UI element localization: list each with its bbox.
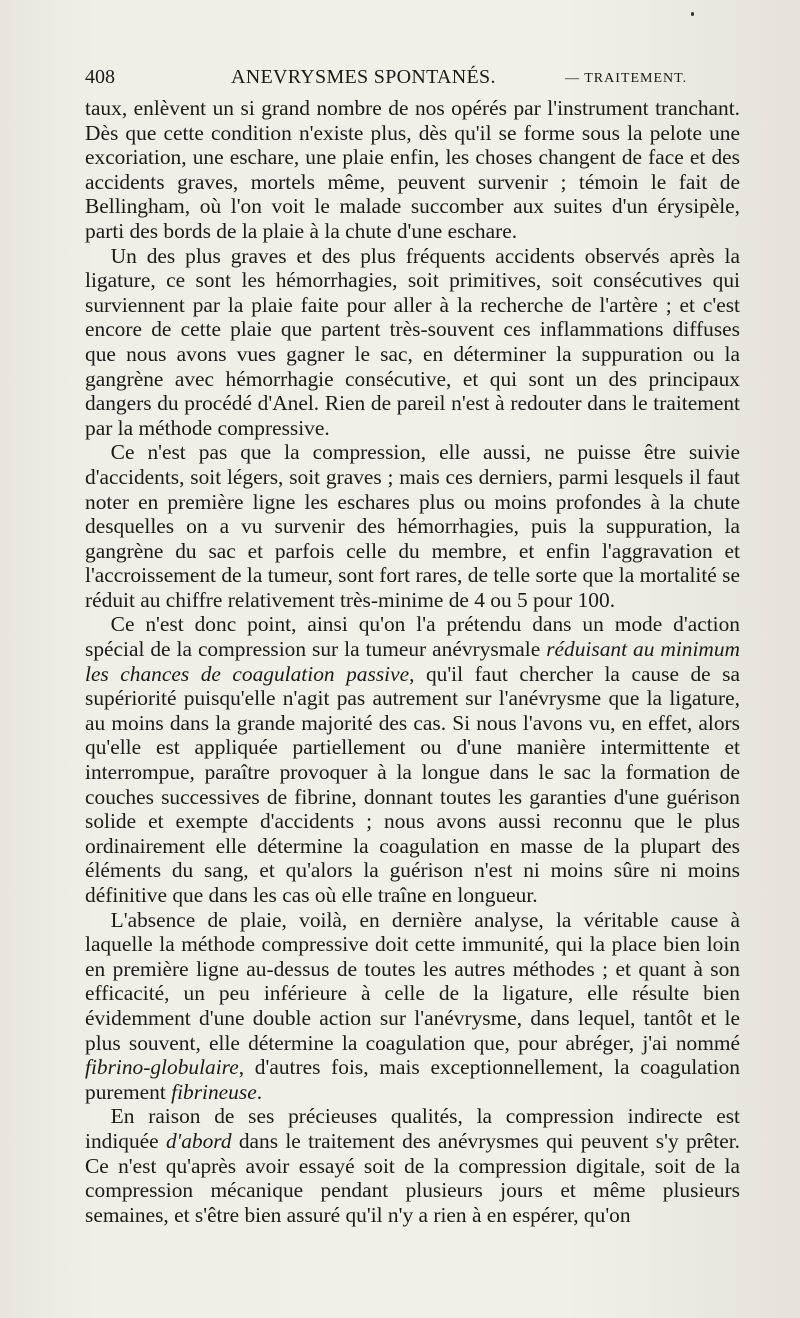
page-number: 408 (85, 66, 115, 88)
paragraph-6: En raison de ses précieuses qualités, la compression indirecte est indiquée d'abord dans le traitement des anévrysmes qui peuvent s'y prêter. Ce n'est qu'après avoir essayé soit de la compression digitale, soit de la compression mécanique pendant plusieurs jours et même plusieurs semaines, et s'être bien assuré qu'il n'y a rien à en espérer, qu'on (85, 1104, 740, 1227)
running-title: ANEVRYSMES SPONTANÉS. (231, 66, 496, 88)
italic-term-fibrineuse: fibrineuse (171, 1079, 257, 1104)
paragraph-1: taux, enlèvent un si grand nombre de nos opérés par l'instrument tranchant. Dès que cette condition n'existe plus, dès qu'il se forme sous la pelote une excoriation, une eschare, une plaie enfin, les choses changent de face et des accidents graves, mortels même, peuvent survenir ; témoin le fait de Bellingham, où l'on voit le malade succomber aux suites d'un érysipèle, parti des bords de la plaie à la chute d'une eschare. (85, 96, 740, 243)
ink-speck (691, 12, 694, 16)
paragraph-3: Ce n'est pas que la compression, elle aussi, ne puisse être suivie d'accidents, soit légers, soit graves ; mais ces derniers, parmi lesquels il faut noter en première ligne les eschares plus ou moins profondes à la chute desquelles on a vu survenir des hémorrhagies, puis la suppuration, la gangrène du sac et parfois celle du membre, et enfin l'aggravation et l'accroissement de la tumeur, sont fort rares, de telle sorte que la mortalité se réduit au chiffre relativement très-minime de 4 ou 5 pour 100. (85, 440, 740, 612)
running-subtitle: — TRAITEMENT. (565, 71, 688, 86)
italic-term-dabord: d'abord (165, 1128, 232, 1153)
paragraph-4: Ce n'est donc point, ainsi qu'on l'a prétendu dans un mode d'action spécial de la compression sur la tumeur anévrysmale réduisant au minimum les chances de coagulation passive, qu'il faut chercher la cause de sa supériorité puisqu'elle n'agit pas autrement sur l'anévrysme que la ligature, au moins dans la grande majorité des cas. Si nous l'avons vu, en effet, alors qu'elle est appliquée partiellement ou d'une manière intermittente et interrompue, paraître provoquer à la longue dans le sac la formation de couches successives de fibrine, donnant toutes les garanties d'une guérison solide et exempte d'accidents ; nous avons aussi reconnu que le plus ordinairement elle détermine la coagulation en masse de la plupart des éléments du sang, et qu'alors la guérison n'est ni moins sûre ni moins définitive que dans les cas où elle traîne en longueur. (85, 612, 740, 907)
running-header (85, 62, 740, 92)
paragraph-5: L'absence de plaie, voilà, en dernière analyse, la véritable cause à laquelle la méthode compressive doit cette immunité, qui la place bien loin en première ligne au-dessus de toutes les autres méthodes ; et quant à son efficacité, un peu inférieure à celle de la ligature, elle résulte bien évidemment d'une double action sur l'anévrysme, dans lequel, tantôt et le plus souvent, elle détermine la coagulation que, pour abréger, j'ai nommé fibrino-globulaire, d'autres fois, mais exceptionnellement, la coagulation purement fibrineuse. (85, 907, 740, 1104)
italic-term-fibrino-globulaire: fibrino-globulaire (85, 1055, 239, 1080)
page-body (85, 96, 740, 1227)
paragraph-2: Un des plus graves et des plus fréquents accidents observés après la ligature, ce sont les hémorrhagies, soit primitives, soit consécutives qui surviennent par la plaie faite pour aller à la recherche de l'artère ; et c'est encore de cette plaie que partent très-souvent ces inflammations diffuses que nous avons vues gagner le sac, en déterminer la suppuration ou la gangrène avec hémorrhagie consécutive, et qui sont un des principaux dangers du procédé d'Anel. Rien de pareil n'est à redouter dans le traitement par la méthode compressive. (85, 243, 740, 440)
italic-phrase: réduisant au minimum les chances de coagulation passive (85, 637, 740, 686)
